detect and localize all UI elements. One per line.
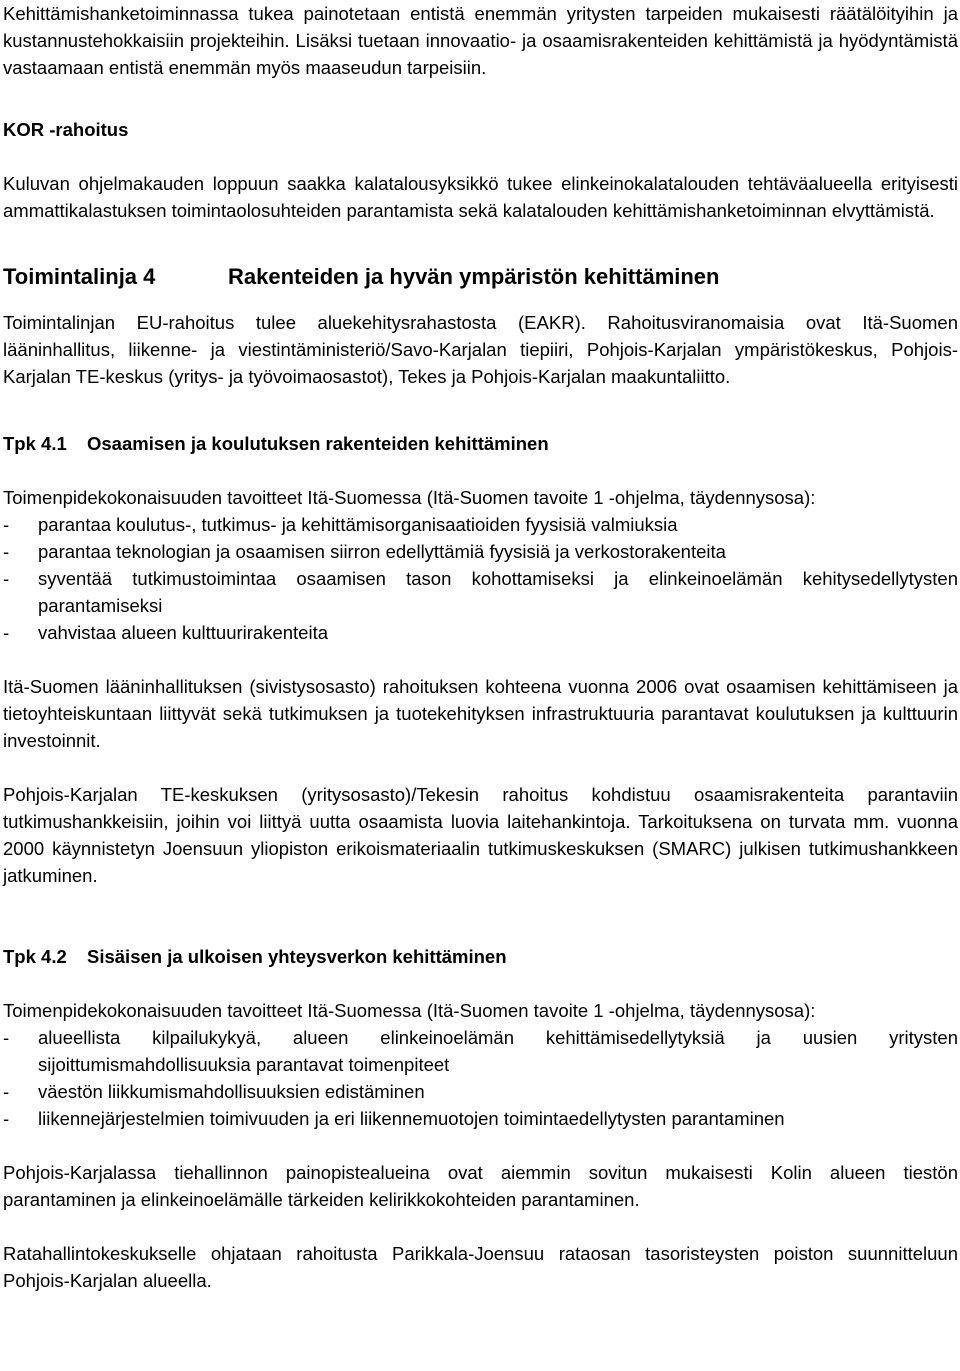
section-number: Toimintalinja 4 bbox=[3, 264, 156, 289]
dash-bullet: - bbox=[3, 1108, 10, 1129]
tpk41-paragraph-2: Pohjois-Karjalan TE-keskuksen (yritysosasto)/Tekesin rahoitus kohdistuu osaamisrakenteita parantaviin tutkimushankkeisiin, joihin voi liittyä uutta osaamista luovia laitehankintoja. Tarkoituksena on turvata mm. vuonna 2000 käynnistetyn Joensuun yliopiston erikoismateriaalin tutkimuskeskuksen (SMARC) julkisen tutkimushankkeen jatkuminen. bbox=[3, 784, 958, 886]
list-item: - vahvistaa alueen kulttuurirakenteita bbox=[3, 619, 958, 646]
dash-bullet: - bbox=[3, 622, 10, 643]
goals-intro: Toimenpidekokonaisuuden tavoitteet Itä-Suomessa (Itä-Suomen tavoite 1 -ohjelma, täydennysosa): bbox=[3, 1000, 816, 1021]
list-item: - parantaa teknologian ja osaamisen siirron edellyttämiä fyysisiä ja verkostorakenteita bbox=[3, 538, 958, 565]
intro-paragraph: Kehittämishanketoiminnassa tukea painotetaan entistä enemmän yritysten tarpeiden mukaisesti räätälöityihin ja kustannustehokkaisiin projekteihin. Lisäksi tuetaan innovaatio- ja osaamisrakenteiden kehittämistä ja hyödyntämistä vastaamaan entistä enemmän myös maaseudun tarpeisiin. bbox=[3, 3, 958, 78]
list-item: - parantaa koulutus-, tutkimus- ja kehittämisorganisaatioiden fyysisiä valmiuksia bbox=[3, 511, 958, 538]
subsection-heading-4-2 bbox=[3, 943, 958, 970]
dash-bullet: - bbox=[3, 541, 10, 562]
kor-heading: KOR -rahoitus bbox=[3, 119, 129, 140]
subsection-number: Tpk 4.1 bbox=[3, 433, 67, 454]
goals-list-4-2 bbox=[3, 1024, 958, 1132]
tpk42-paragraph-1: Pohjois-Karjalassa tiehallinnon painopistealueina ovat aiemmin sovitun mukaisesti Kolin alueen tiestön parantaminen ja elinkeinoelämälle tärkeiden kelirikkokohteiden parantaminen. bbox=[3, 1162, 958, 1210]
goals-intro: Toimenpidekokonaisuuden tavoitteet Itä-Suomessa (Itä-Suomen tavoite 1 -ohjelma, täydennysosa): bbox=[3, 487, 816, 508]
list-item: - alueellista kilpailukykyä, alueen elinkeinoelämän kehittämisedellytyksiä ja uusien yritysten sijoittumismahdollisuuksia parantavat toimenpiteet bbox=[3, 1024, 958, 1078]
spacer bbox=[3, 143, 958, 170]
line4-paragraph: Toimintalinjan EU-rahoitus tulee aluekehitysrahastosta (EAKR). Rahoitusviranomaisia ovat Itä-Suomen lääninhallitus, liikenne- ja viestintäministeriö/Savo-Karjalan tiepiiri, Pohjois-Karjalan ympäristökeskus, Pohjois-Karjalan TE-keskus (yritys- ja työvoimaosastot), Tekes ja Pohjois-Karjalan maakuntaliitto. bbox=[3, 312, 958, 387]
kor-paragraph: Kuluvan ohjelmakauden loppuun saakka kalatalousyksikkö tukee elinkeinokalatalouden tehtäväalueella erityisesti ammattikalastuksen toimintaolosuhteiden parantamista sekä kalatalouden kehittämishanketoiminnan elvyttämistä. bbox=[3, 173, 958, 221]
subsection-title: Sisäisen ja ulkoisen yhteysverkon kehittäminen bbox=[87, 946, 507, 967]
document-page bbox=[3, 0, 958, 1294]
list-item: - väestön liikkumismahdollisuuksien edistäminen bbox=[3, 1078, 958, 1105]
list-item: - syventää tutkimustoimintaa osaamisen tason kohottamiseksi ja elinkeinoelämän kehitysedellytysten parantamiseksi bbox=[3, 565, 958, 619]
tpk42-paragraph-2: Ratahallintokeskukselle ohjataan rahoitusta Parikkala-Joensuu rataosan tasoristeysten poiston suunnitteluun Pohjois-Karjalan alueella. bbox=[3, 1243, 958, 1291]
section-heading-line4 bbox=[3, 262, 958, 292]
subsection-heading-4-1 bbox=[3, 430, 958, 457]
goals-list-4-1 bbox=[3, 511, 958, 646]
tpk41-paragraph-1: Itä-Suomen lääninhallituksen (sivistysosasto) rahoituksen kohteena vuonna 2006 ovat osaamisen kehittämiseen ja tietoyhteiskuntaan liittyvät sekä tutkimuksen ja tuotekehityksen infrastruktuuria parantavat koulutuksen ja kulttuurin investoinnit. bbox=[3, 676, 958, 751]
section-title: Rakenteiden ja hyvän ympäristön kehittäminen bbox=[228, 264, 720, 289]
dash-bullet: - bbox=[3, 514, 10, 535]
list-item: - liikennejärjestelmien toimivuuden ja eri liikennemuotojen toimintaedellytysten parantaminen bbox=[3, 1105, 958, 1132]
subsection-number: Tpk 4.2 bbox=[3, 946, 67, 967]
subsection-title: Osaamisen ja koulutuksen rakenteiden kehittäminen bbox=[87, 433, 549, 454]
dash-bullet: - bbox=[3, 1081, 10, 1102]
dash-bullet: - bbox=[3, 568, 10, 589]
dash-bullet: - bbox=[3, 1027, 10, 1048]
